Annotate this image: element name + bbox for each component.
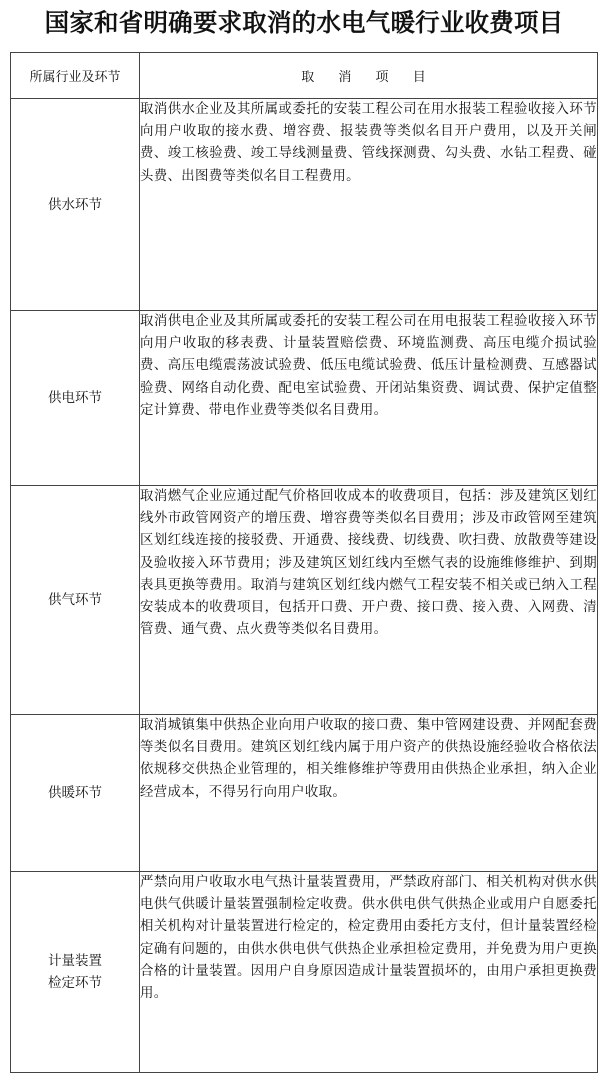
sector-cell-electric: 供电环节 [11, 311, 140, 486]
header-items [140, 53, 598, 99]
table-row [11, 99, 598, 311]
content-cell-heating: 取消城镇集中供热企业向用户收取的接口费、集中管网建设费、并网配套费等类似名目费用。建筑区划红线内属于用户资产的供热设施经验收合格依法依规移交供热企业管理的，相关维修维护等费用由供热企业承担，纳入企业经营成本，不得另行向用户收取。 [140, 715, 598, 872]
page-title: 国家和省明确要求取消的水电气暖行业收费项目 [44, 8, 564, 37]
table-row [11, 715, 598, 872]
table-row [11, 486, 598, 715]
table-header-row [11, 53, 598, 99]
header-sector [11, 53, 140, 99]
content-cell-metering: 严禁向用户收取水电气热计量装置费用，严禁政府部门、相关机构对供水供电供气供暖计量装置强制检定收费。供水供电供气供热企业或用户自愿委托相关机构对计量装置进行检定的，检定费用由委托方支付，但计量装置经检定确有问题的，由供水供电供气供热企业承担检定费用，并免费为用户更换合格的计量装置。因用户自身原因造成计量装置损坏的，由用户承担更换费用。 [140, 872, 598, 1073]
sector-line-2: 检定环节 [48, 975, 102, 991]
sector-cell-metering [11, 872, 140, 1073]
content-cell-electric: 取消供电企业及其所属或委托的安装工程公司在用电报装工程验收接入环节向用户收取的移表费、计量装置赔偿费、环境监测费、高压电缆介损试验费、高压电缆震荡波试验费、低压电缆试验费、低压计量检测费、互感器试验费、网络自动化费、配电室试验费、开闭站集资费、调试费、保护定值整定计算费、带电作业费等类似名目费用。 [140, 311, 598, 486]
sector-cell-water: 供水环节 [11, 99, 140, 311]
header-items-label: 取 消 项 目 [301, 70, 436, 85]
table-row [11, 872, 598, 1073]
sector-cell-heating: 供暖环节 [11, 715, 140, 872]
sector-line-1: 计量装置 [48, 953, 102, 969]
header-sector-label: 所属行业及环节 [29, 70, 121, 85]
table-row [11, 311, 598, 486]
sector-cell-gas: 供气环节 [11, 486, 140, 715]
fee-items-table [10, 52, 598, 1073]
content-cell-water: 取消供水企业及其所属或委托的安装工程公司在用水报装工程验收接入环节向用户收取的接水费、增容费、报装费等类似名目开户费用，以及开关闸费、竣工核验费、竣工导线测量费、管线探测费、勾头费、水钻工程费、碰头费、出图费等类似名目工程费用。 [140, 99, 598, 311]
content-cell-gas: 取消燃气企业应通过配气价格回收成本的收费项目，包括：涉及建筑区划红线外市政管网资产的增压费、增容费等类似名目费用；涉及市政管网至建筑区划红线连接的接驳费、开通费、接线费、切线费、吹扫费、放散费等建设及验收接入环节费用；涉及建筑区划红线内至燃气表的设施维修维护、到期表具更换等费用。取消与建筑区划红线内燃气工程安装不相关或已纳入工程安装成本的收费项目，包括开口费、开户费、接口费、接入费、入网费、清管费、通气费、点火费等类似名目费用。 [140, 486, 598, 715]
